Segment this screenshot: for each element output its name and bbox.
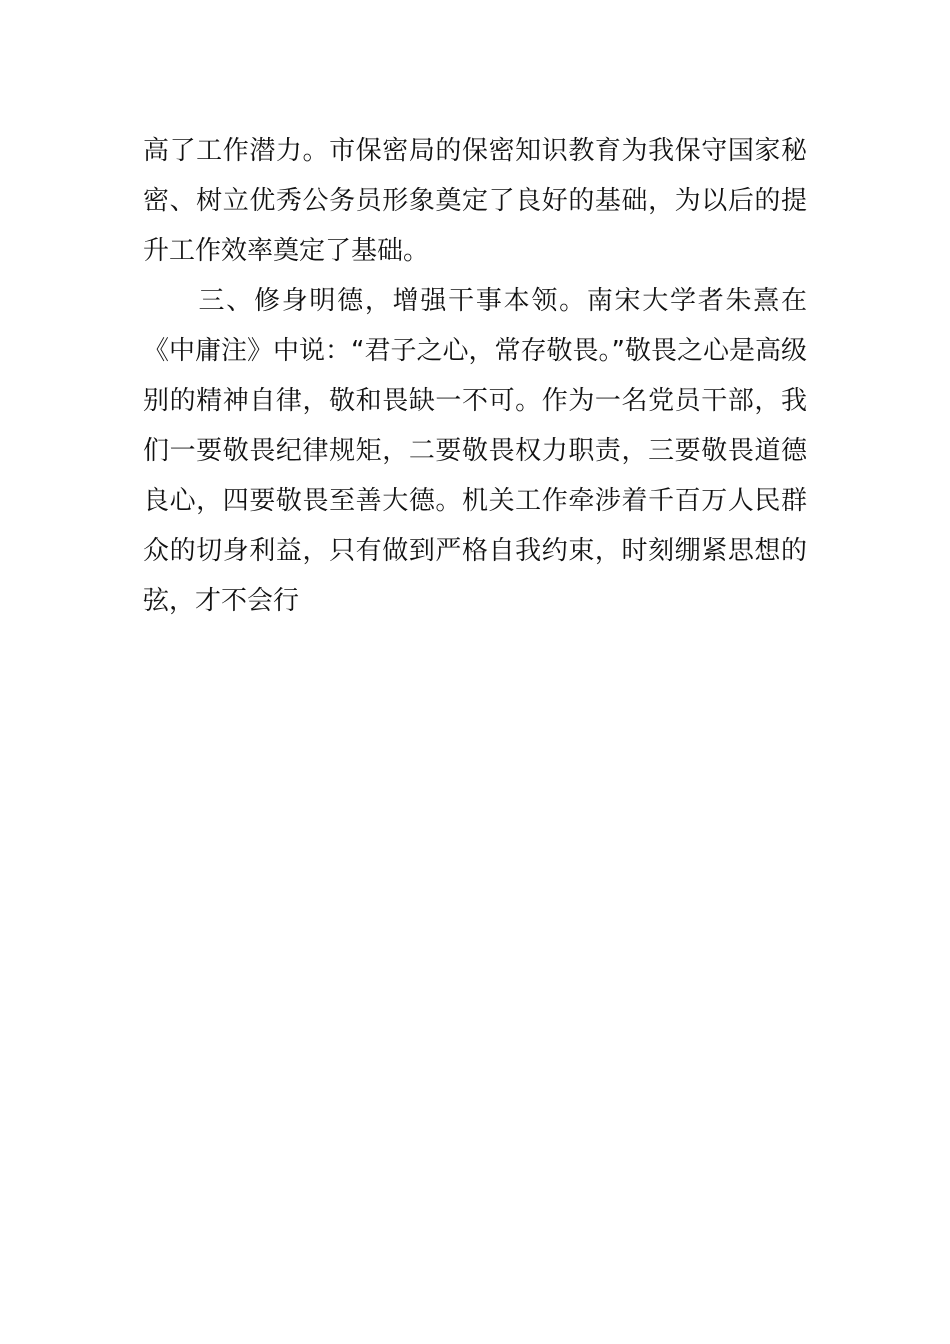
paragraph-line: 们一要敬畏纪律规矩，二要敬畏权力职责，三要敬畏道德 bbox=[143, 436, 807, 466]
paragraph-line: 高了工作潜力。市保密局的保密知识教育为我保守国家秘 bbox=[143, 136, 807, 166]
paragraph-2 bbox=[143, 276, 807, 626]
body-text bbox=[143, 126, 807, 626]
paragraph-line: 三、修身明德，增强干事本领。南宋大学者朱熹在 bbox=[143, 286, 807, 316]
paragraph-line: 密、树立优秀公务员形象奠定了良好的基础，为以后的提 bbox=[143, 186, 807, 216]
paragraph-1 bbox=[143, 126, 807, 276]
paragraph-line: 众的切身利益，只有做到严格自我约束，时刻绷紧思想的 bbox=[143, 536, 807, 566]
paragraph-line: 《中庸注》中说：“君子之心，常存敬畏。”敬畏之心是高级 bbox=[143, 336, 807, 366]
paragraph-line: 升工作效率奠定了基础。 bbox=[143, 236, 430, 266]
paragraph-line: 别的精神自律，敬和畏缺一不可。作为一名党员干部，我 bbox=[143, 386, 807, 416]
paragraph-line: 良心，四要敬畏至善大德。机关工作牵涉着千百万人民群 bbox=[143, 486, 807, 516]
paragraph-line: 弦，才不会行 bbox=[143, 586, 300, 616]
